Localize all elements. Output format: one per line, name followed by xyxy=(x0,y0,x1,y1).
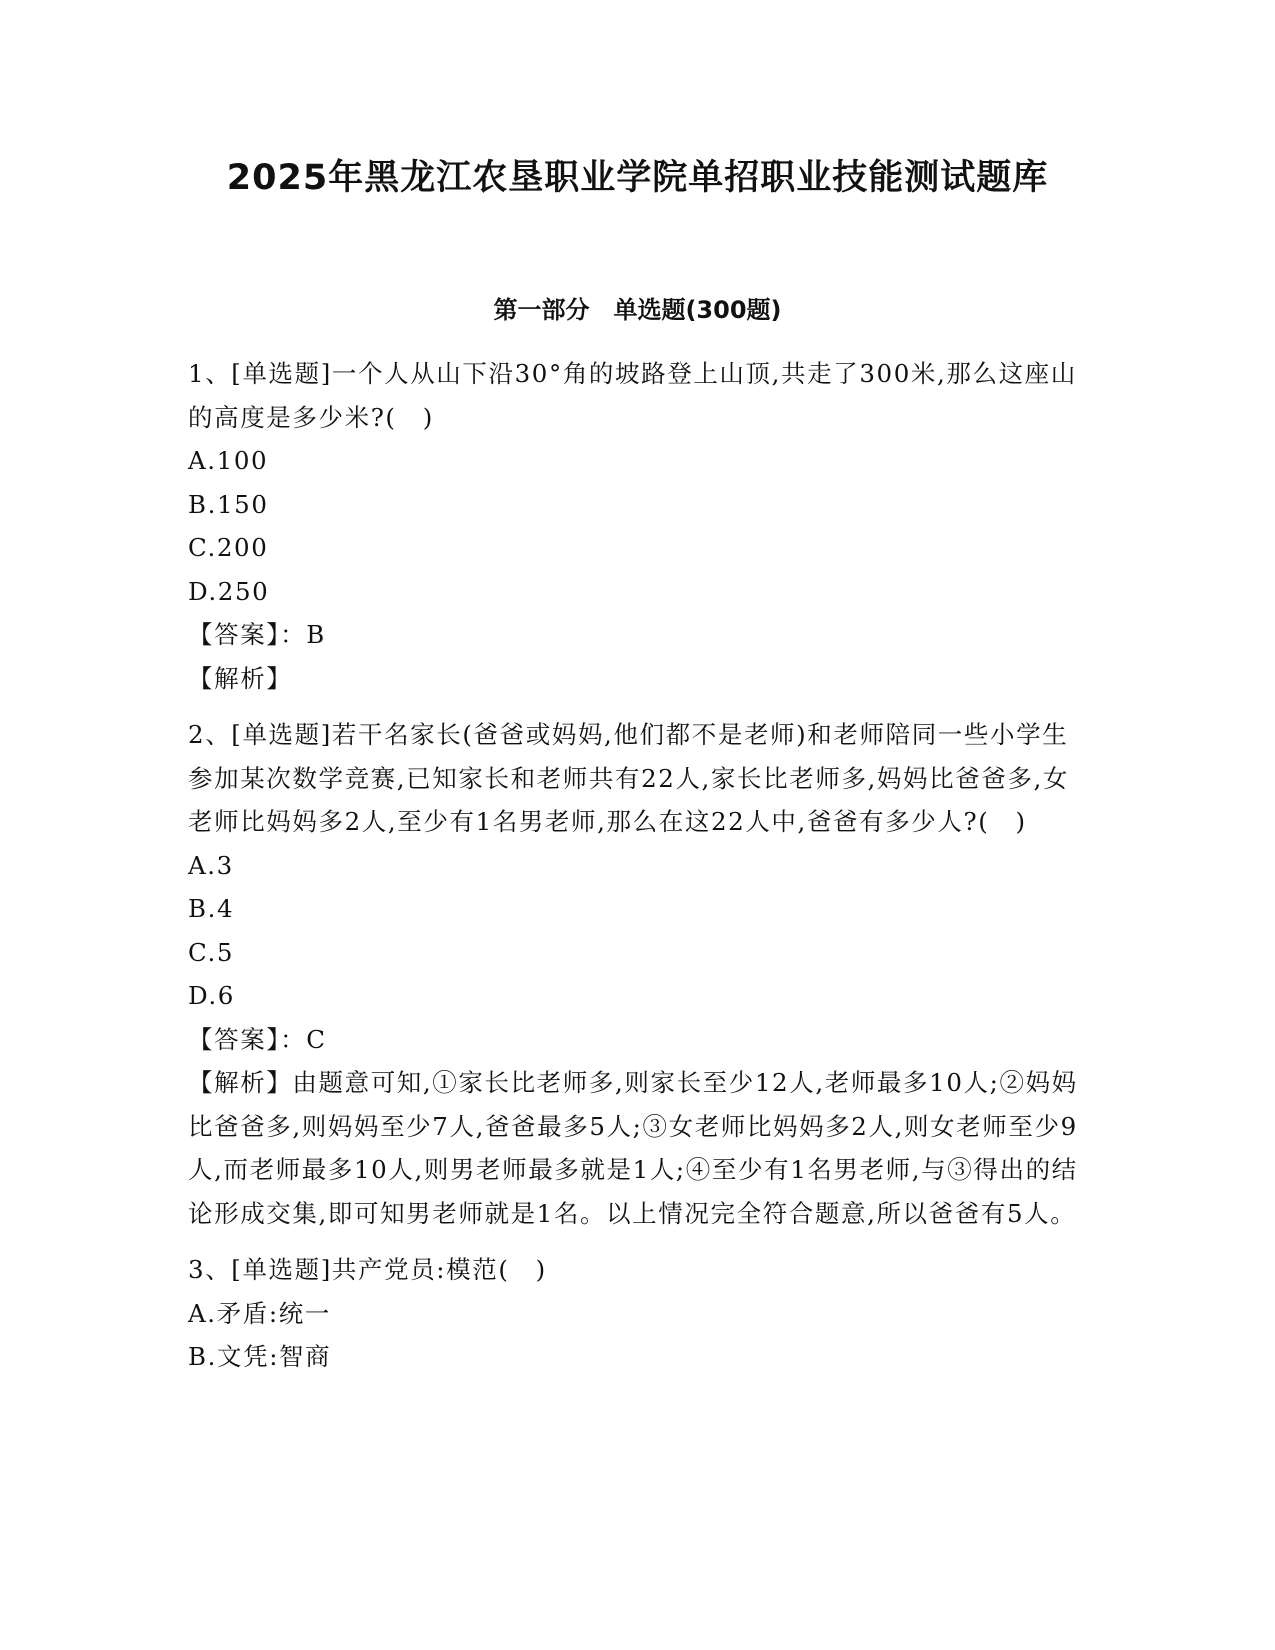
question-list xyxy=(188,352,1088,1392)
option-c: C.200 xyxy=(188,533,269,562)
option-b: B.文凭:智商 xyxy=(188,1342,332,1371)
option-d: D.250 xyxy=(188,576,270,606)
section-title: 第一部分 单选题(300题) xyxy=(493,296,782,324)
option-c: C.5 xyxy=(188,937,235,967)
option-b: B.4 xyxy=(188,894,235,923)
option-d: D.6 xyxy=(188,981,235,1010)
question-3 xyxy=(188,1248,1088,1379)
document-title: 2025年黑龙江农垦职业学院单招职业技能测试题库 xyxy=(226,158,1049,198)
option-a: A.3 xyxy=(188,850,234,880)
question-1 xyxy=(188,352,1088,700)
question-stem: 3、[单选题]共产党员:模范( ) xyxy=(188,1255,547,1284)
question-stem: 1、[单选题]一个人从山下沿30°角的坡路登上山顶,共走了300米,那么这座山的高度是多少米?( ) xyxy=(188,359,1077,432)
analysis: 【解析】 xyxy=(188,663,293,693)
answer: 【答案】：C xyxy=(188,1024,327,1054)
question-stem: 2、[单选题]若干名家长(爸爸或妈妈,他们都不是老师)和老师陪同一些小学生参加某次数学竞赛,已知家长和老师共有22人,家长比老师多,妈妈比爸爸多,女老师比妈妈多2人,至少有1名男老师,那么在这22人中,爸爸有多少人?( ) xyxy=(188,720,1070,836)
option-a: A.矛盾:统一 xyxy=(188,1298,331,1328)
answer: 【答案】：B xyxy=(188,620,326,649)
analysis: 【解析】由题意可知,①家长比老师多,则家长至少12人,老师最多10人;②妈妈比爸爸多,则妈妈至少7人,爸爸最多5人;③女老师比妈妈多2人,则女老师至少9人,而老师最多10人,则男老师最多就是1人;④至少有1名男老师,与③得出的结论形成交集,即可知男老师就是1名。以上情况完全符合题意,所以爸爸有5人。 xyxy=(188,1068,1078,1228)
option-a: A.100 xyxy=(188,446,269,475)
option-b: B.150 xyxy=(188,489,269,519)
question-2 xyxy=(188,713,1088,1235)
